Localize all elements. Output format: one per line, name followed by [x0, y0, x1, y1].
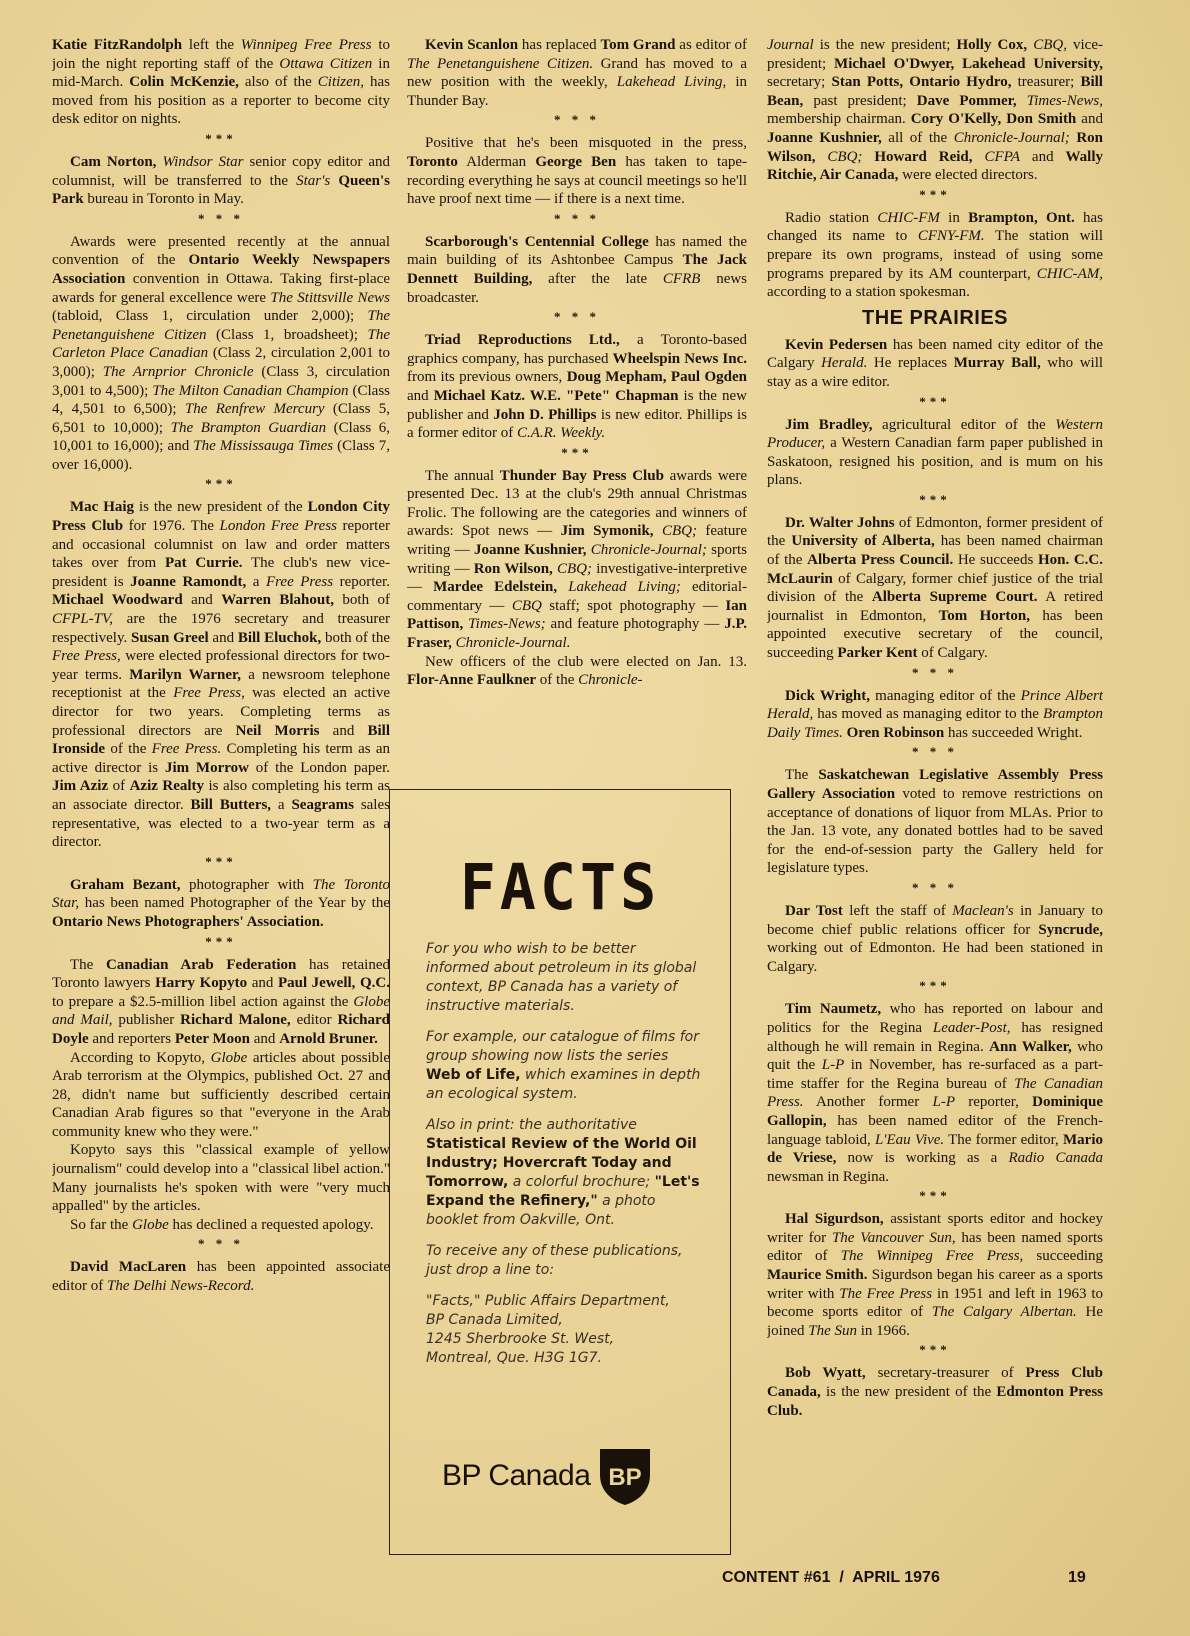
article-paragraph: The annual Thunder Bay Press Club awards were presented Dec. 13 at the club's 29th annual Christmas Frolic. The following are the categories and winners of awards: Spot news — Jim Symonik, CBQ; feature writing — Joanne Kushnier, Chronicle-Journal; sports writing — Ron Wilson, CBQ; investigative-interpretive — Mardee Edelstein, Lakehead Living; editorial-commentary — CBQ staff; spot photography — Ian Pattison, Times-News; and feature photography — J.P. Fraser, Chronicle-Journal.	[407, 467, 747, 652]
column-right	[767, 36, 1103, 1556]
section-separator: ***	[205, 933, 237, 949]
ad-body	[426, 940, 702, 1380]
column-middle	[407, 36, 747, 796]
page-number: 19	[1068, 1569, 1086, 1586]
section-heading: THE PRAIRIES	[861, 306, 1009, 329]
section-separator: ***	[561, 444, 593, 460]
article-paragraph: Kopyto says this "classical example of yellow journalism" could develop into a "classical libel action." Many journalists he's spoken with were "very much appalled" by the articles.	[52, 1142, 390, 1215]
article-paragraph: Tim Naumetz, who has reported on labour and politics for the Regina Leader-Post, has resigned although he will remain in Regina. Ann Walker, who quit the L-P in November, has re-surfaced as a part-time staffer for the Regina bureau of The Canadian Press. Another former L-P reporter, Dominique Gallopin, has been named editor of the French-language tabloid, L'Eau Vive. The former editor, Mario de Vriese, now is working as a Radio Canada newsman in Regina.	[767, 1001, 1103, 1185]
section-separator: * * *	[198, 1236, 244, 1252]
article-paragraph: The Canadian Arab Federation has retained Toronto lawyers Harry Kopyto and Paul Jewell, Q.C. to prepare a $2.5-million libel action against the Globe and Mail, publisher Richard Malone, editor Richard Doyle and reporters Peter Moon and Arnold Bruner.	[52, 956, 390, 1047]
logo-text: BP	[608, 1464, 643, 1491]
article-paragraph: Katie FitzRandolph left the Winnipeg Free Press to join the night reporting staff of the Ottawa Citizen in mid-March. Colin McKenzie, also of the Citizen, has moved from his position as a reporter to become city desk editor on nights.	[52, 37, 390, 128]
article-paragraph: So far the Globe has declined a requested apology.	[70, 1216, 374, 1233]
article-paragraph: Scarborough's Centennial College has named the main building of its Ashtonbee Campus The Jack Dennett Building, after the late CFRB news broadcaster.	[407, 233, 747, 306]
section-separator: * * *	[554, 210, 600, 226]
ad-paragraph: For example, our catalogue of films for group showing now lists the series Web of Life, which examines in depth an ecological system.	[426, 1029, 701, 1102]
article-paragraph: Kevin Pedersen has been named city editor of the Calgary Herald. He replaces Murray Ball, who will stay as a wire editor.	[767, 336, 1103, 390]
article-paragraph: Cam Norton, Windsor Star senior copy editor and columnist, will be transferred to the Star's Queen's Park bureau in Toronto in May.	[52, 153, 390, 208]
section-separator: ***	[205, 476, 237, 492]
article-paragraph: New officers of the club were elected on Jan. 13. Flor-Anne Faulkner of the Chronicle-	[407, 653, 747, 689]
ad-paragraph: For you who wish to be better informed about petroleum in its global context, BP Canada has a variety of instructive materials.	[426, 941, 697, 1014]
article-paragraph: Radio station CHIC-FM in Brampton, Ont. has changed its name to CFNY-FM. The station will prepare its own programs, instead of using some programs prepared by its AM counterpart, CHIC-AM, according to a station spokesman.	[767, 209, 1103, 301]
article-paragraph: The Saskatchewan Legislative Assembly Press Gallery Association voted to remove restrictions on acceptance of donations of liquor from MLAs. Prior to the Jan. 13 vote, any donated bottles had to be saved for the end-of-session party the Gallery held for legislature types.	[767, 767, 1103, 877]
brand-name: BP Canada	[442, 1459, 591, 1492]
column-left	[52, 36, 390, 1556]
section-separator: ***	[919, 393, 951, 409]
ad-paragraph: To receive any of these publications, just drop a line to:	[426, 1243, 683, 1278]
article-paragraph: Triad Reproductions Ltd., a Toronto-based graphics company, has purchased Wheelspin News Inc. from its previous owners, Doug Mepham, Paul Ogden and Michael Katz. W.E. "Pete" Chapman is the new publisher and John D. Phillips is new editor. Phillips is a former editor of C.A.R. Weekly.	[407, 332, 747, 442]
article-paragraph: Kevin Scanlon has replaced Tom Grand as editor of The Penetanguishene Citizen. Grand has moved to a new position with the weekly, Lakehead Living, in Thunder Bay.	[407, 37, 747, 109]
article-paragraph: Awards were presented recently at the annual convention of the Ontario Weekly Newspapers Association convention in Ottawa. Taking first-place awards for general excellence were The Stittsville News (tabloid, Class 1, circulation under 2,000); The Penetanguishene Citizen (Class 1, broadsheet); The Carleton Place Canadian (Class 2, circulation 2,001 to 3,000); The Arnprior Chronicle (Class 3, circulation 3,001 to 4,500); The Milton Canadian Champion (Class 4, 4,501 to 6,500); The Renfrew Mercury (Class 5, 6,501 to 10,000); The Brampton Guardian (Class 6, 10,001 to 16,000); and The Mississauga Times (Class 7, over 16,000).	[52, 233, 390, 473]
article-paragraph: Dar Tost left the staff of Maclean's in January to become chief public relations officer for Syncrude, working out of Edmonton. He had been stationed in Calgary.	[767, 902, 1103, 975]
article-paragraph: Dick Wright, managing editor of the Prince Albert Herald, has moved as managing editor to the Brampton Daily Times. Oren Robinson has succeeded Wright.	[767, 687, 1103, 741]
article-paragraph: Graham Bezant, photographer with The Toronto Star, has been named Photographer of the Year by the Ontario News Photographers' Association.	[52, 876, 390, 930]
footer-issue-line: CONTENT #61 / APRIL 1976	[722, 1569, 940, 1586]
section-separator: ***	[919, 978, 951, 994]
ad-title: FACTS	[459, 851, 661, 925]
section-separator: * * *	[554, 112, 600, 128]
ad-paragraph: "Facts," Public Affairs Department, BP Canada Limited, 1245 Sherbrooke St. West, Montreal, Que. H3G 1G7.	[426, 1293, 670, 1366]
ad-paragraph: Also in print: the authoritative Statistical Review of the World Oil Industry; Hovercraft Today and Tomorrow, a colorful brochure; "Let's Expand the Refinery," a photo booklet from Oakville, Ont.	[426, 1117, 700, 1228]
article-paragraph: Jim Bradley, agricultural editor of the Western Producer, a Western Canadian farm paper published in Saskatoon, resigned his position, and is mum on his plans.	[767, 416, 1103, 489]
section-separator: ***	[205, 853, 237, 869]
section-separator: * * *	[912, 744, 958, 760]
article-paragraph: David MacLaren has been appointed associate editor of The Delhi News-Record.	[52, 1259, 390, 1295]
section-separator: ***	[919, 1188, 951, 1204]
section-separator: * * *	[912, 664, 958, 680]
ad-brand	[442, 1445, 654, 1507]
bp-shield-logo-icon	[596, 1445, 654, 1507]
article-paragraph: Hal Sigurdson, assistant sports editor and hockey writer for The Vancouver Sun, has been named sports editor of The Winnipeg Free Press, succeeding Maurice Smith. Sigurdson began his career as a sports writer with The Free Press in 1951 and left in 1963 to become sports editor of The Calgary Albertan. He joined The Sun in 1966.	[767, 1211, 1103, 1339]
article-paragraph: Bob Wyatt, secretary-treasurer of Press Club Canada, is the new president of the Edmonton Press Club.	[767, 1365, 1103, 1419]
article-paragraph: Mac Haig is the new president of the London City Press Club for 1976. The London Free Press reporter and occasional columnist on law and order matters takes over from Pat Currie. The club's new vice-president is Joanne Ramondt, a Free Press reporter. Michael Woodward and Warren Blahout, both of CFPL-TV, are the 1976 secretary and treasurer respectively. Susan Greel and Bill Eluchok, both of the Free Press, were elected professional directors for two-year terms. Marilyn Warner, a newsroom telephone receptionist at the Free Press, was elected an active director for two years. Completing terms as professional directors are Neil Morris and Bill Ironside of the Free Press. Completing his term as an active director is Jim Morrow of the London paper. Jim Aziz of Aziz Realty is also completing his term as an associate director. Bill Butters, a Seagrams sales representative, was elected to a two-year term as a director.	[52, 499, 390, 851]
article-paragraph: According to Kopyto, Globe articles about possible Arab terrorism at the Olympics, published Oct. 27 and 28, didn't name but sufficiently described certain Canadian Arab figures so that "everyone in the Arab community knew who they were."	[52, 1049, 390, 1140]
section-separator: ***	[919, 186, 951, 202]
article-paragraph: Dr. Walter Johns of Edmonton, former president of the University of Alberta, has been named chairman of the Alberta Press Council. He succeeds Hon. C.C. McLaurin of Calgary, former chief justice of the trial division of the Alberta Supreme Court. A retired journalist in Edmonton, Tom Horton, has been appointed executive secretary of the council, succeeding Parker Kent of Calgary.	[767, 514, 1103, 662]
article-paragraph: Positive that he's been misquoted in the press, Toronto Alderman George Ben has taken to tape-recording everything he says at council meetings so he'll have proof next time — if there is a next time.	[407, 135, 747, 208]
section-separator: ***	[205, 130, 237, 146]
section-separator: ***	[919, 1342, 951, 1358]
section-separator: * * *	[912, 879, 958, 895]
article-paragraph: Journal is the new president; Holly Cox, CBQ, vice-president; Michael O'Dwyer, Lakehead University, secretary; Stan Potts, Ontario Hydro, treasurer; Bill Bean, past president; Dave Pommer, Times-News, membership chairman. Cory O'Kelly, Don Smith and Joanne Kushnier, all of the Chronicle-Journal; Ron Wilson, CBQ; Howard Reid, CFPA and Wally Ritchie, Air Canada, were elected directors.	[767, 37, 1103, 184]
section-separator: * * *	[198, 210, 244, 226]
bp-canada-facts-advertisement	[389, 789, 731, 1555]
section-separator: * * *	[554, 309, 600, 325]
section-separator: ***	[919, 491, 951, 507]
